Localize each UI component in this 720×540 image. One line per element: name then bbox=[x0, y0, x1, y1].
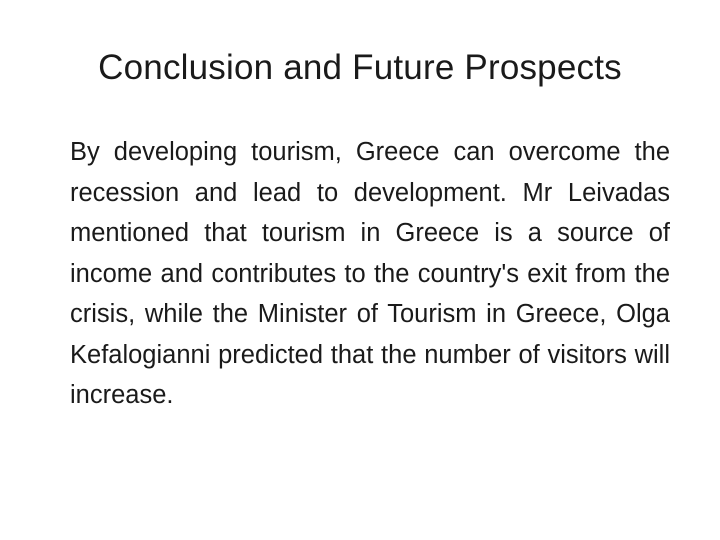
slide-title: Conclusion and Future Prospects bbox=[98, 48, 622, 87]
slide-body-text: By developing tourism, Greece can overcome the recession and lead to development. Mr Leivadas mentioned that tourism in Greece is a source of income and contributes to the country's exit from the crisis, while the Minister of Tourism in Greece, Olga Kefalogianni predicted that the number of visitors will increase. bbox=[70, 138, 670, 409]
